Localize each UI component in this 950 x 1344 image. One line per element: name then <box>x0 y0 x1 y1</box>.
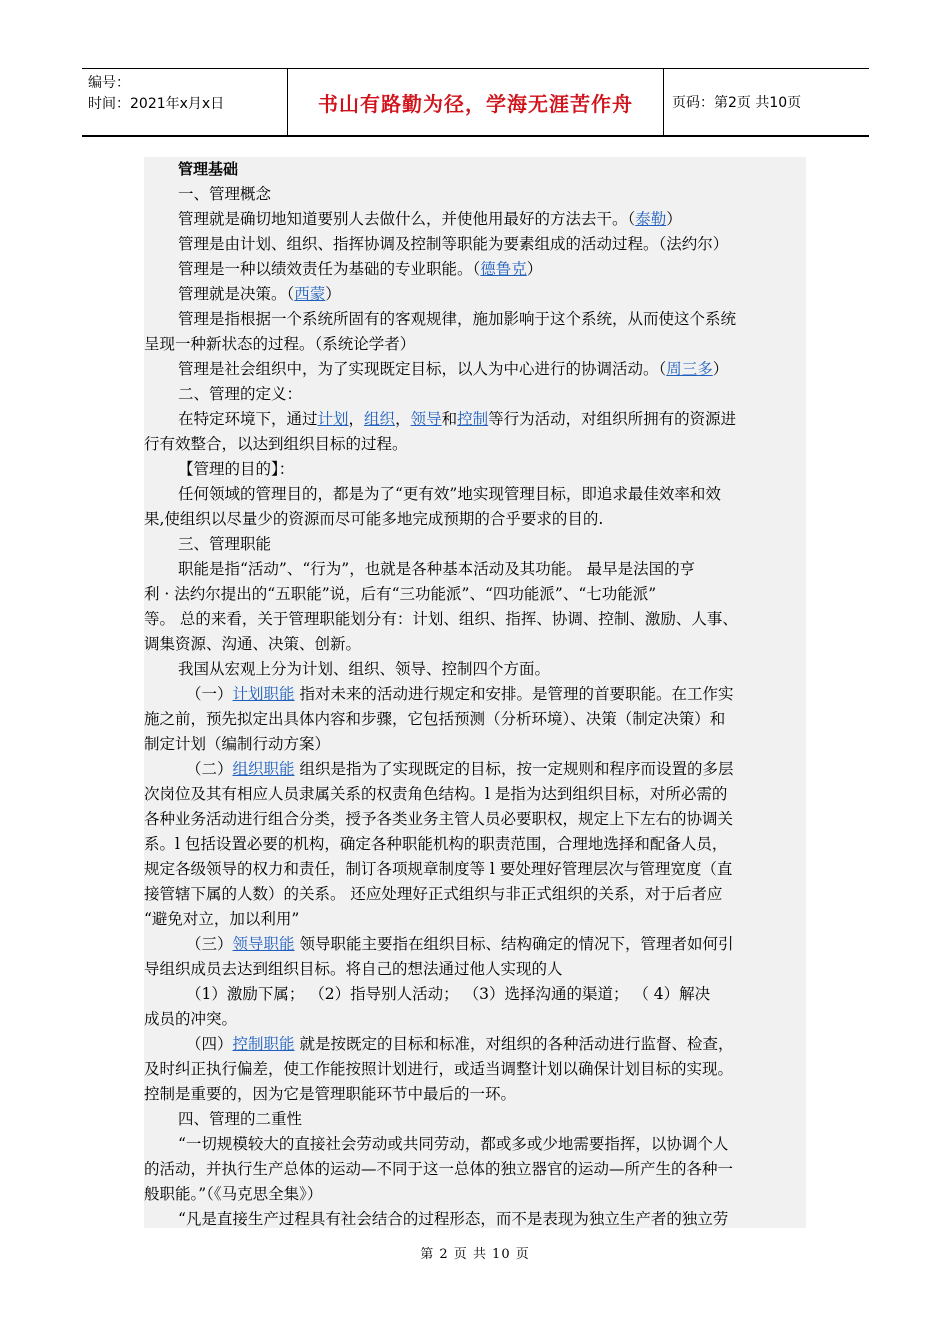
definition-line: 管理就是决策。（西蒙） <box>178 285 341 303</box>
paragraph-line: 任何领域的管理目的，都是为了“更有效”地实现管理目标，即追求最佳效率和效 <box>178 485 721 503</box>
definition-line: 在特定环境下，通过计划，组织，领导和控制等行为活动，对组织所拥有的资源进 <box>178 410 737 428</box>
purpose-heading: 【管理的目的】： <box>178 460 295 478</box>
link-leading[interactable]: 领导 <box>410 410 442 428</box>
definition-line: 行有效整合，以达到组织目标的过程。 <box>144 435 408 453</box>
link-controlling-function[interactable]: 控制职能 <box>232 1035 295 1053</box>
definition-line: 管理是一种以绩效责任为基础的专业职能。（德鲁克） <box>178 260 543 278</box>
section-heading: 三、管理职能 <box>178 535 272 553</box>
paragraph-line: 控制是重要的，因为它是管理职能环节中最后的一环。 <box>144 1085 517 1103</box>
link-planning-function[interactable]: 计划职能 <box>232 685 295 703</box>
section-heading: 四、管理的二重性 <box>178 1110 303 1128</box>
function-item: （一）计划职能 指对未来的活动进行规定和安排。是管理的首要职能。在工作实 <box>186 685 734 703</box>
page-footer: 第 2 页 共 10 页 <box>420 1247 530 1262</box>
paragraph-line: 职能是指“活动”、“行为”，也就是各种基本活动及其功能。 最早是法国的亨 <box>178 560 696 578</box>
time-label: 时间：2021年x月x日 <box>88 96 225 112</box>
definition-line: 管理就是确切地知道要别人去做什么，并使他用最好的方法去干。（泰勒） <box>178 210 682 228</box>
paragraph-line: （1）激励下属； （2）指导别人活动； （3）选择沟通的渠道； （ 4）解决 <box>186 985 711 1003</box>
paragraph-line: 各种业务活动进行组合分类，授予各类业务主管人员必要职权，规定上下左右的协调关 <box>144 810 734 828</box>
quote-line: 的活动，并执行生产总体的运动—不同于这一总体的独立器官的运动—所产生的各种一 <box>144 1160 734 1178</box>
definition-line: 呈现一种新状态的过程。（系统论学者） <box>144 335 416 353</box>
paragraph-line: 系。l 包括设置必要的机构，确定各种职能机构的职责范围，合理地选择和配备人员， <box>144 835 728 853</box>
number-label: 编号： <box>88 75 130 91</box>
link-controlling[interactable]: 控制 <box>457 410 489 428</box>
header-left-cell <box>82 69 288 135</box>
paragraph-line: 施之前，预先拟定出具体内容和步骤，它包括预测（分析环境）、决策（制定决策）和 <box>144 710 726 728</box>
quote-line: 般职能。”（《马克思全集》） <box>144 1185 323 1203</box>
link-organizing[interactable]: 组织 <box>364 410 396 428</box>
header-table <box>82 68 869 137</box>
definition-line: 管理是由计划、组织、指挥协调及控制等职能为要素组成的活动过程。（法约尔） <box>178 235 729 253</box>
paragraph-line: 等。 总的来看，关于管理职能划分有：计划、组织、指挥、协调、控制、激励、人事、 <box>144 610 738 628</box>
link-leading-function[interactable]: 领导职能 <box>232 935 295 953</box>
link-drucker[interactable]: 德鲁克 <box>480 260 527 278</box>
paragraph-line: “避免对立，加以利用” <box>144 910 300 928</box>
quote-line: “一切规模较大的直接社会劳动或共同劳动，都或多或少地需要指挥，以协调个人 <box>178 1135 729 1153</box>
link-simon[interactable]: 西蒙 <box>294 285 326 303</box>
link-organizing-function[interactable]: 组织职能 <box>232 760 295 778</box>
motto: 书山有路勤为径，学海无涯苦作舟 <box>288 69 664 135</box>
paragraph-line: 及时纠正执行偏差，使工作能按照计划进行，或适当调整计划以确保计划目标的实现。 <box>144 1060 734 1078</box>
section-heading: 二、管理的定义： <box>178 385 303 403</box>
paragraph-line: 次岗位及其有相应人员隶属关系的权责角色结构。l 是指为达到组织目标，对所必需的 <box>144 785 728 803</box>
function-item: （四）控制职能 就是按既定的目标和标准，对组织的各种活动进行监督、检查， <box>186 1035 734 1053</box>
definition-line: 管理是社会组织中，为了实现既定目标，以人为中心进行的协调活动。（周三多） <box>178 360 729 378</box>
link-zhou-sanduo[interactable]: 周三多 <box>666 360 713 378</box>
function-item: （二）组织职能 组织是指为了实现既定的目标，按一定规则和程序而设置的多层 <box>186 760 734 778</box>
link-taylor[interactable]: 泰勒 <box>635 210 667 228</box>
section-heading: 一、管理概念 <box>178 185 272 203</box>
paragraph-line: 成员的冲突。 <box>144 1010 238 1028</box>
quote-line: “凡是直接生产过程具有社会结合的过程形态，而不是表现为独立生产者的独立劳 <box>178 1210 729 1228</box>
link-planning[interactable]: 计划 <box>317 410 349 428</box>
paragraph-line: 调集资源、沟通、决策、创新。 <box>144 635 362 653</box>
page-info: 页码：第2页 共10页 <box>672 95 802 111</box>
function-item: （三）领导职能 领导职能主要指在组织目标、结构确定的情况下，管理者如何引 <box>186 935 734 953</box>
paragraph-line: 规定各级领导的权力和责任，制订各项规章制度等 l 要处理好管理层次与管理宽度（直 <box>144 860 733 878</box>
document-body <box>144 157 806 1228</box>
paragraph-line: 我国从宏观上分为计划、组织、领导、控制四个方面。 <box>178 660 551 678</box>
paragraph-line: 利 · 法约尔提出的“五职能”说，后有“三功能派”、“四功能派”、“七功能派” <box>144 585 657 603</box>
paragraph-line: 制定计划（编制行动方案） <box>144 735 331 753</box>
definition-line: 管理是指根据一个系统所固有的客观规律，施加影响于这个系统，从而使这个系统 <box>178 310 737 328</box>
doc-title: 管理基础 <box>178 160 239 178</box>
paragraph-line: 接管辖下属的人数）的关系。 还应处理好正式组织与非正式组织的关系，对于后者应 <box>144 885 723 903</box>
paragraph-line: 果,使组织以尽量少的资源而尽可能多地完成预期的合乎要求的目的. <box>144 510 604 528</box>
paragraph-line: 导组织成员去达到组织目标。将自己的想法通过他人实现的人 <box>144 960 563 978</box>
